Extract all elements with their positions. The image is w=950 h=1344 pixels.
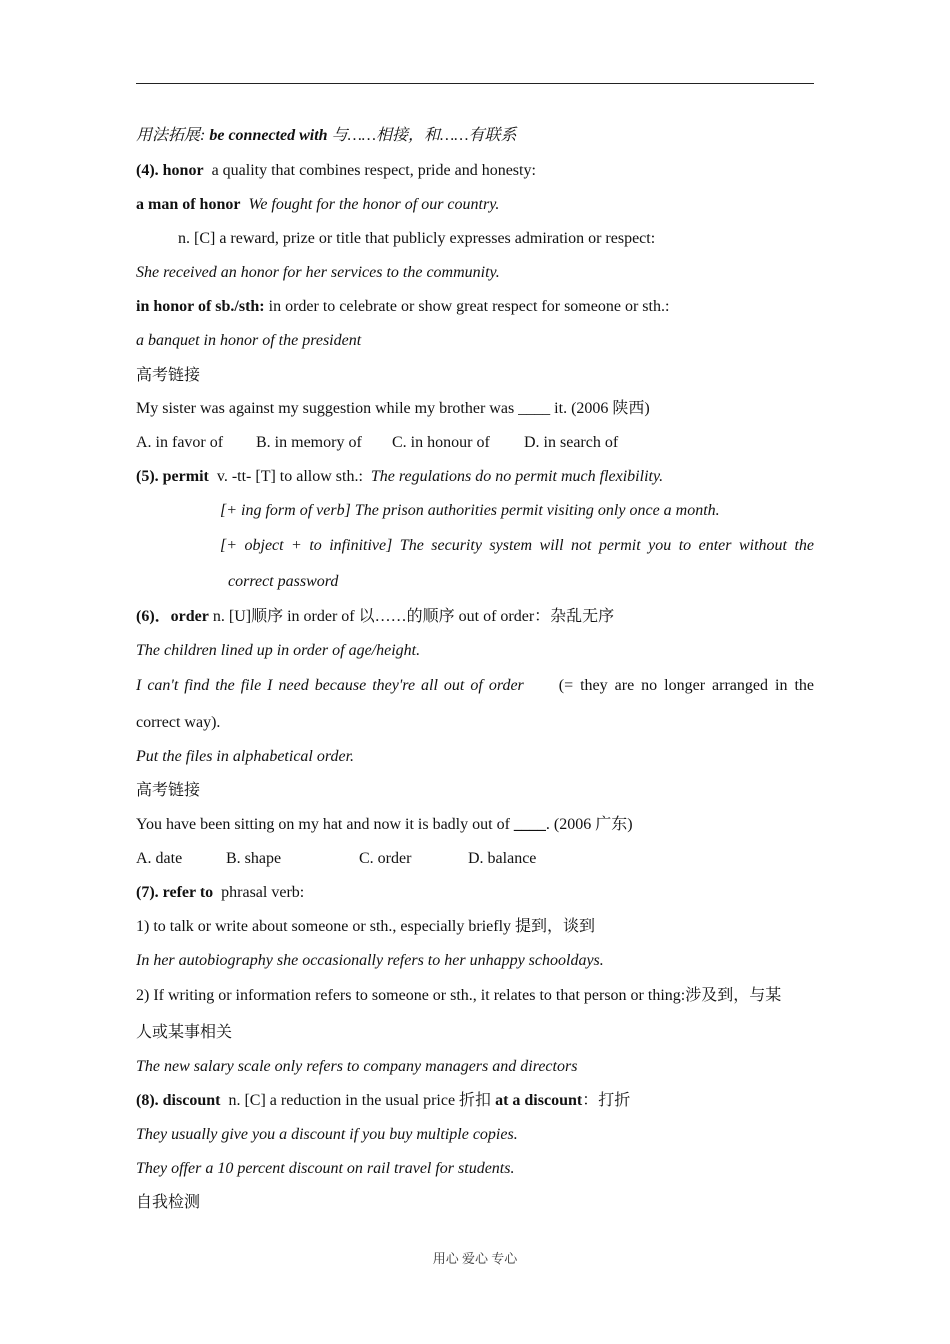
example-line: [+ object + to infinitive] The security system will not permit you to enter without the (220, 537, 814, 554)
answer-blank: ____ (513, 816, 546, 833)
example-line (136, 747, 814, 767)
example-sentence: We fought for the honor of our country. (248, 196, 500, 213)
entry-honor (136, 161, 814, 181)
section-heading: 高考链接 (136, 782, 201, 799)
definition-text: 1) to talk or write about someone or sth., especially briefly 提到，谈到 (136, 918, 596, 935)
section-heading: 自我检测 (136, 1194, 201, 1211)
usage-phrase: be connected with (209, 127, 328, 144)
example-sentence: They usually give you a discount if you buy multiple copies. (136, 1126, 518, 1143)
entry-refer-to (136, 883, 814, 903)
phrase-head: a man of honor (136, 196, 241, 213)
example-sentence: [+ ing form of verb] The prison authorities permit visiting only once a month. (220, 502, 720, 519)
example-note: correct way). (136, 714, 221, 731)
entry-head: (6)．order (136, 608, 209, 625)
question-text: My sister was against my suggestion while my brother was ____ it. (2006 陕西) (136, 400, 650, 417)
exam-question (136, 399, 814, 419)
example-line (220, 501, 814, 521)
section-heading: 高考链接 (136, 367, 201, 384)
in-honor-of-line (136, 297, 814, 317)
example-sentence: The children lined up in order of age/height. (136, 642, 421, 659)
usage-label: 用法拓展: (136, 127, 206, 144)
entry-discount (136, 1091, 814, 1111)
phrase-meaning: ：打折 (582, 1092, 631, 1109)
definition-text: in order to celebrate or show great respect for someone or sth.: (268, 298, 670, 315)
entry-head: (7). refer to (136, 884, 214, 901)
self-check-heading (136, 1193, 814, 1213)
entry-definition: n. [C] a reduction in the usual price 折扣 (228, 1092, 492, 1109)
gaokao-link-heading (136, 366, 814, 386)
example-sentence: Put the files in alphabetical order. (136, 748, 355, 765)
answer-options (136, 849, 814, 869)
example-sentence: She received an honor for her services to the community. (136, 264, 500, 281)
example-line (136, 331, 814, 351)
example-line (136, 1057, 814, 1077)
example-note: (= they are no longer arranged in the (558, 677, 814, 694)
example-sentence: In her autobiography she occasionally refers to her unhappy schooldays. (136, 952, 604, 969)
example-sentence: The new salary scale only refers to company managers and directors (136, 1058, 578, 1075)
usage-extension-line (136, 126, 814, 146)
honor-noun-sense (178, 229, 814, 249)
option-c: C. in honour of (392, 434, 490, 451)
example-sentence: They offer a 10 percent discount on rail travel for students. (136, 1160, 515, 1177)
entry-head: (8). discount (136, 1092, 221, 1109)
sense-line (136, 986, 814, 1006)
example-line (136, 263, 814, 283)
entry-definition: phrasal verb: (221, 884, 305, 901)
phrase-head: at a discount (495, 1092, 583, 1109)
exam-question (136, 815, 814, 835)
answer-options (136, 433, 814, 453)
gaokao-link-heading (136, 781, 814, 801)
entry-order (136, 607, 814, 627)
example-line (136, 1159, 814, 1179)
header-rule (136, 83, 814, 84)
entry-permit (136, 467, 814, 487)
entry-head: (5). permit (136, 468, 209, 485)
example-sentence: I can't find the file I need because they're all out of order (136, 677, 524, 694)
option-c: C. order (359, 850, 412, 867)
definition-text: n. [C] a reward, prize or title that publicly expresses admiration or respect: (178, 230, 656, 247)
example-sentence: correct password (228, 573, 339, 590)
option-d: D. in search of (524, 434, 619, 451)
example-continued (136, 713, 814, 733)
usage-meaning: 与……相接，和……有联系 (331, 127, 517, 144)
sense-line-continued (136, 1023, 814, 1043)
option-a: A. in favor of (136, 434, 224, 451)
example-sentence: The regulations do no permit much flexibility. (370, 468, 664, 485)
example-line (136, 951, 814, 971)
example-line-continued (228, 572, 814, 592)
page-footer: 用心 爱心 专心 (432, 1251, 518, 1266)
definition-text: 2) If writing or information refers to someone or sth., it relates to that person or thing:涉及到，与某 (136, 987, 782, 1004)
entry-definition: n. [U]顺序 in order of 以……的顺序 out of order：杂乱无序 (212, 608, 615, 625)
phrase-head: in honor of sb./sth: (136, 298, 265, 315)
sense-line (136, 917, 814, 937)
definition-text: 人或某事相关 (136, 1024, 233, 1041)
example-line (136, 641, 814, 661)
entry-definition: a quality that combines respect, pride and honesty: (211, 162, 536, 179)
option-a: A. date (136, 850, 183, 867)
option-b: B. in memory of (256, 434, 362, 451)
entry-definition: v. -tt- [T] to allow sth.: (216, 468, 363, 485)
question-text: You have been sitting on my hat and now it is badly out of (136, 816, 514, 833)
option-b: B. shape (226, 850, 282, 867)
example-line (136, 676, 814, 696)
honor-example-line (136, 195, 814, 215)
entry-head: (4). honor (136, 162, 204, 179)
question-source: . (2006 广东) (545, 816, 633, 833)
example-line (136, 1125, 814, 1145)
option-d: D. balance (468, 850, 537, 867)
example-sentence: a banquet in honor of the president (136, 332, 362, 349)
